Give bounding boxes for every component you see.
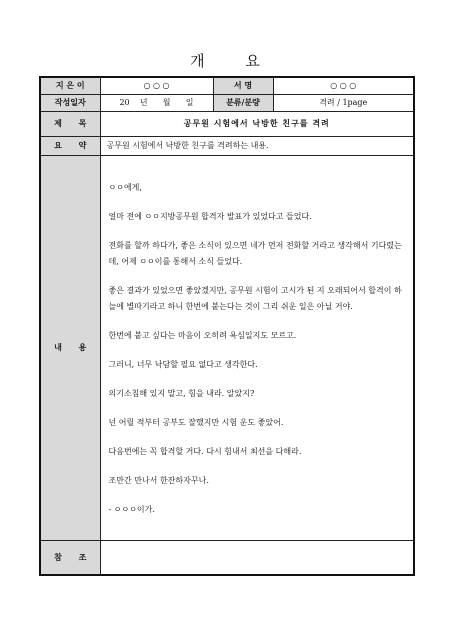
- content-paragraph: 다음번에는 꼭 합격할 거다. 다시 힘내서 최선을 다해라.: [108, 446, 302, 456]
- author-value: ○ ○ ○: [100, 77, 213, 94]
- category-value: 격려 / 1page: [273, 94, 414, 111]
- content-paragraph: 좋은 결과가 있었으면 좋았겠지만, 공무원 시험이 고시가 된 지 오래되어서 합격이 하늘에 별따기라고 하니 한번에 붙는다는 것이 그리 쉬운 일은 아닐 거야.: [108, 285, 402, 311]
- subject-value: 공무원 시험에서 낙방한 친구를 격려: [100, 111, 414, 136]
- content-body: [100, 155, 414, 540]
- summary-value: 공무원 시험에서 낙방한 친구를 격려하는 내용.: [100, 136, 414, 155]
- content-paragraph: 얼마 전에 ㅇㅇ지방공무원 합격자 발표가 있었다고 들었다.: [108, 211, 312, 221]
- content-paragraph: 그러니, 너무 낙담할 필요 없다고 생각한다.: [108, 359, 258, 369]
- subject-label: 제 목: [40, 111, 100, 136]
- content-paragraph: 조만간 만나서 한잔하자꾸나.: [108, 475, 209, 485]
- content-paragraph: 전화를 할까 하다가, 좋은 소식이 있으면 네가 먼저 전화할 거라고 생각해서 기다렸는데, 어제 ㅇㅇ이를 통해서 소식 들었다.: [108, 240, 402, 266]
- content-paragraph: 의기소침해 있지 말고, 힘을 내라. 알았지?: [108, 388, 255, 398]
- content-paragraph: ㅇㅇ에게,: [108, 182, 142, 192]
- content-paragraph: - ㅇㅇㅇ이가.: [108, 504, 155, 514]
- reference-label: 참 조: [40, 540, 100, 575]
- document-title: 개 요: [190, 52, 278, 70]
- reference-value: [100, 540, 414, 575]
- summary-form-table: [39, 76, 415, 576]
- summary-label: 요 약: [40, 136, 100, 155]
- date-value: 20 년 월 일: [100, 94, 213, 111]
- signature-label: 서 명: [213, 77, 273, 94]
- content-paragraph: 넌 어릴 적부터 공부도 잘했지만 시험 운도 좋았어.: [108, 417, 284, 427]
- category-label: 분류/분량: [213, 94, 273, 111]
- content-label: 내 용: [40, 155, 100, 540]
- date-label: 작성일자: [40, 94, 100, 111]
- signature-value: ○ ○ ○: [273, 77, 414, 94]
- author-label: 지 은 이: [40, 77, 100, 94]
- content-paragraph: 한번에 붙고 싶다는 마음이 오히려 욕심일지도 모르고.: [108, 330, 297, 340]
